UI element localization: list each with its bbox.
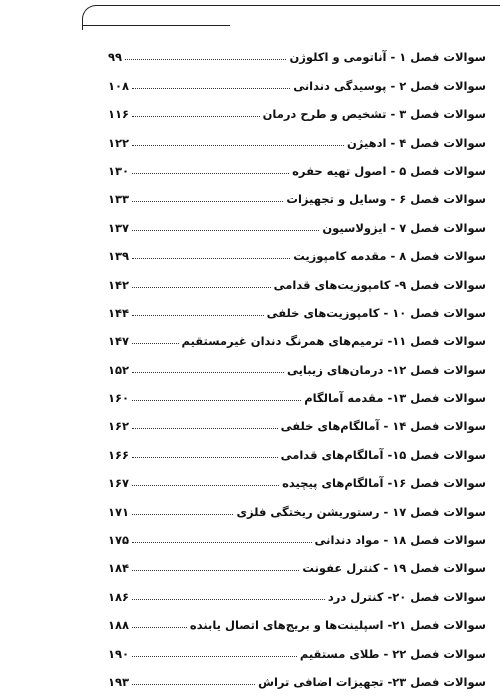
dot-leader [132, 258, 290, 259]
toc-entry[interactable] [108, 661, 486, 689]
toc-entry[interactable] [108, 490, 486, 518]
toc-entry[interactable] [108, 604, 486, 632]
toc-entry-title: سوالات فصل ۱۰ - کامپوزیت‌های خلفی [266, 305, 486, 320]
toc-entry[interactable] [108, 263, 486, 291]
dot-leader [132, 428, 278, 429]
toc-entry-title: سوالات فصل ۱۲- درمان‌های زیبایی [286, 362, 486, 377]
toc-entry[interactable] [108, 433, 486, 461]
toc-entry[interactable] [108, 575, 486, 603]
dot-leader [132, 287, 271, 288]
toc-entry[interactable] [108, 178, 486, 206]
toc-entry-title: سوالات فصل ۲۲ - طلای مستقیم [299, 646, 486, 661]
dot-leader [132, 627, 187, 628]
toc-entry-title: سوالات فصل ۷ - ایزولاسیون [322, 220, 486, 235]
dot-leader [132, 570, 299, 571]
dot-leader [132, 201, 283, 202]
toc-page-number: ۱۴۲ [108, 277, 130, 292]
toc-entry[interactable] [108, 320, 486, 348]
dot-leader [132, 145, 344, 146]
toc-page-number: ۱۶۰ [108, 391, 130, 406]
toc-entry[interactable] [108, 377, 486, 405]
toc-entry[interactable] [108, 348, 486, 376]
toc-entry-title: سوالات فصل ۱۸ - مواد دندانی [314, 533, 486, 548]
toc-page-number: ۱۳۰ [108, 163, 130, 178]
toc-entry-title: سوالات فصل ۴ - ادهیژن [346, 135, 486, 150]
toc-entry-title: سوالات فصل ۵ - اصول تهیه حفره [292, 163, 486, 178]
toc-entry[interactable] [108, 519, 486, 547]
table-of-contents [108, 36, 486, 689]
toc-entry[interactable] [108, 36, 486, 64]
toc-page-number: ۱۸۸ [108, 618, 130, 633]
dot-leader [132, 116, 260, 117]
toc-entry[interactable] [108, 462, 486, 490]
dot-leader [132, 400, 301, 401]
dot-leader [132, 88, 290, 89]
dot-leader [132, 485, 279, 486]
toc-page-number: ۱۰۸ [108, 78, 130, 93]
toc-entry-title: سوالات فصل ۲ - پوسیدگی دندانی [293, 78, 486, 93]
dot-leader [132, 542, 311, 543]
toc-entry-title: سوالات فصل ۱ - آناتومی و اکلوژن [289, 50, 486, 65]
toc-page-number: ۱۳۷ [108, 220, 130, 235]
toc-page-number: ۱۴۴ [108, 305, 130, 320]
dot-leader [132, 230, 319, 231]
toc-entry-title: سوالات فصل ۱۳- مقدمه آمالگام [304, 391, 486, 406]
toc-entry-title: سوالات فصل ۱۵- آمالگام‌های قدامی [280, 447, 486, 462]
dot-leader [132, 514, 233, 515]
toc-page-number: ۱۱۶ [108, 107, 130, 122]
toc-entry-title: سوالات فصل ۱۱- ترمیم‌های همرنگ دندان غیرمستقیم [181, 334, 486, 349]
toc-page-number: ۱۴۷ [108, 334, 130, 349]
toc-entry[interactable] [108, 292, 486, 320]
toc-entry-title: سوالات فصل ۱۶- آمالگام‌های پیچیده [282, 476, 486, 491]
toc-page-number: ۱۶۲ [108, 419, 130, 434]
toc-entry-title: سوالات فصل ۱۷ - رستوریشن ریختگی فلزی [236, 504, 486, 519]
toc-entry[interactable] [108, 150, 486, 178]
dot-leader [132, 173, 289, 174]
toc-entry[interactable] [108, 405, 486, 433]
toc-page-number: ۱۷۱ [108, 504, 130, 519]
toc-entry-title: سوالات فصل ۶ - وسایل و تجهیزات [286, 192, 486, 207]
toc-page-number: ۱۹۰ [108, 646, 130, 661]
toc-entry-title: سوالات فصل ۲۰- کنترل درد [327, 589, 486, 604]
toc-page-number: ۱۵۲ [108, 362, 130, 377]
toc-entry-title: سوالات فصل ۹- کامپوزیت‌های قدامی [273, 277, 486, 292]
toc-entry-title: سوالات فصل ۱۹ - کنترل عفونت [302, 561, 486, 576]
header-rule [82, 25, 230, 26]
toc-entry-title: سوالات فصل ۳ - تشخیص و طرح درمان [262, 107, 486, 122]
toc-entry[interactable] [108, 93, 486, 121]
dot-leader [132, 315, 264, 316]
toc-page-number: ۱۳۹ [108, 249, 130, 264]
toc-page-number: ۱۸۴ [108, 561, 130, 576]
toc-page-number: ۱۹۳ [108, 674, 130, 689]
toc-entry[interactable] [108, 206, 486, 234]
toc-page-number: ۱۲۲ [108, 135, 130, 150]
toc-entry-title: سوالات فصل ۱۴ - آمالگام‌های خلفی [280, 419, 486, 434]
toc-entry[interactable] [108, 547, 486, 575]
toc-entry[interactable] [108, 121, 486, 149]
dot-leader [132, 457, 278, 458]
toc-page-number: ۹۹ [108, 50, 123, 65]
header-frame [82, 5, 500, 30]
dot-leader [132, 372, 284, 373]
dot-leader [132, 656, 297, 657]
dot-leader [125, 59, 286, 60]
toc-entry-title: سوالات فصل ۲۳- تجهیزات اضافی تراش [258, 674, 486, 689]
toc-entry[interactable] [108, 235, 486, 263]
toc-entry[interactable] [108, 64, 486, 92]
toc-entry-title: سوالات فصل ۲۱- اسپلینت‌ها و بریج‌های اتصال یابنده [189, 618, 486, 633]
toc-entry-title: سوالات فصل ۸ - مقدمه کامپوزیت [293, 249, 486, 264]
dot-leader [132, 599, 325, 600]
dot-leader [132, 684, 255, 685]
toc-entry[interactable] [108, 632, 486, 660]
toc-page-number: ۱۶۷ [108, 476, 130, 491]
dot-leader [132, 343, 178, 344]
toc-page-number: ۱۶۶ [108, 447, 130, 462]
toc-page-number: ۱۷۵ [108, 533, 130, 548]
toc-page-number: ۱۸۶ [108, 589, 130, 604]
toc-page-number: ۱۳۳ [108, 192, 130, 207]
